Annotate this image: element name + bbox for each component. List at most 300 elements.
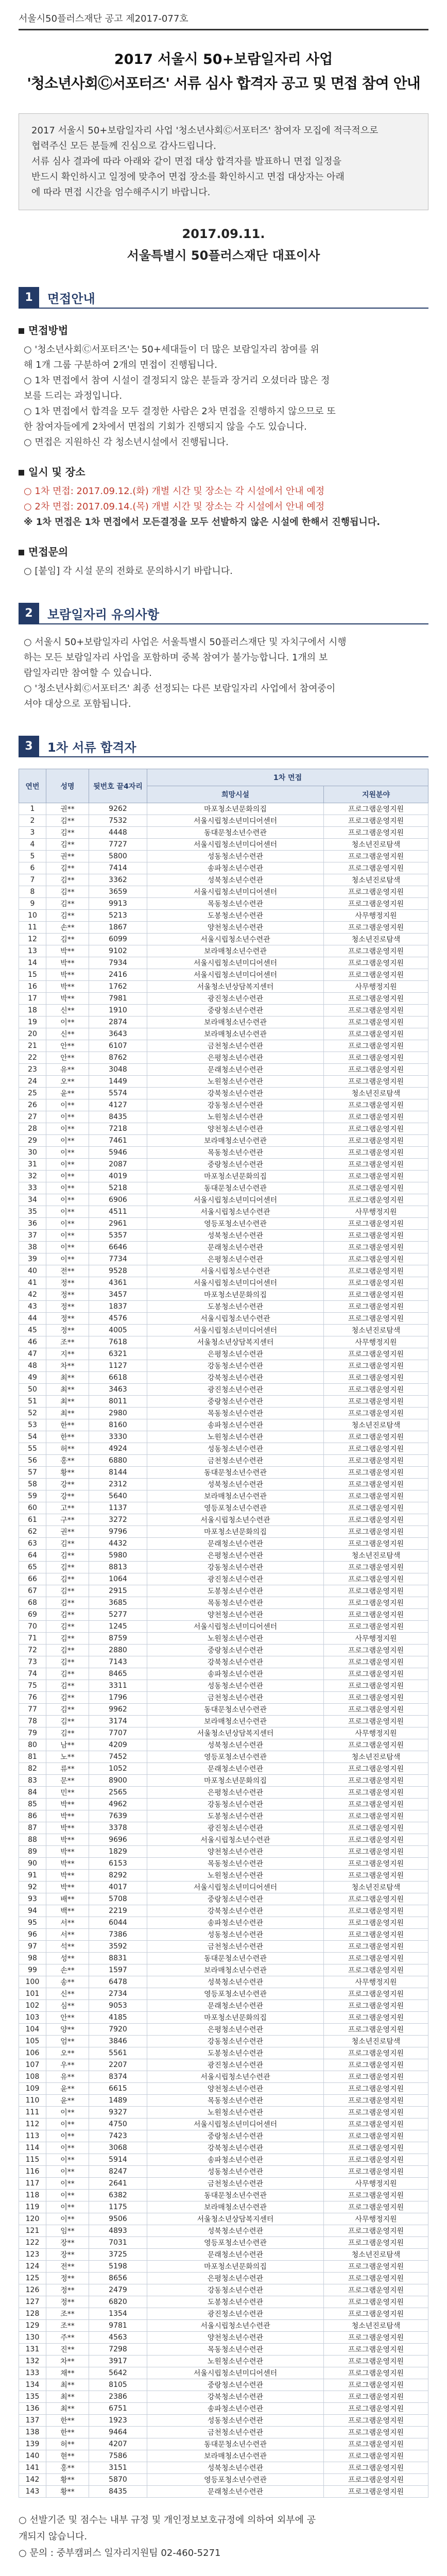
row-id: 8160 — [89, 1419, 147, 1431]
table-row — [19, 2415, 428, 2427]
row-site: 강북청소년수련관 — [147, 1372, 324, 1384]
row-site: 문래청소년수련관 — [147, 1064, 324, 1076]
announcement-number: 서울시50플러스재단 공고 제2017-077호 — [19, 0, 428, 30]
row-no: 88 — [19, 1834, 46, 1846]
row-no: 133 — [19, 2367, 46, 2379]
row-site: 마포청소년문화의집 — [147, 2261, 324, 2273]
row-name: 한** — [46, 2415, 89, 2427]
row-id: 6107 — [89, 1040, 147, 1052]
row-site: 문래청소년수련관 — [147, 2486, 324, 2498]
row-id: 2416 — [89, 969, 147, 981]
row-field: 프로그램운영지원 — [324, 2225, 428, 2237]
row-id: 8105 — [89, 2379, 147, 2391]
row-name: 전** — [46, 1265, 89, 1277]
row-id: 9696 — [89, 1834, 147, 1846]
row-field: 프로그램운영지원 — [324, 2000, 428, 2012]
row-name: 차** — [46, 2355, 89, 2367]
schedule-text — [19, 484, 428, 530]
row-id: 7452 — [89, 1751, 147, 1763]
table-row — [19, 1467, 428, 1479]
table-row — [19, 1028, 428, 1040]
row-site: 도봉청소년수련관 — [147, 1301, 324, 1313]
table-row — [19, 1751, 428, 1763]
row-id: 4005 — [89, 1325, 147, 1336]
text-line: ○ '청소년사회Ⓒ서포터즈'는 50+세대들이 더 많은 보람일자리 참여를 위 — [24, 344, 319, 355]
row-id: 3151 — [89, 2462, 147, 2474]
row-site: 은평청소년수련관 — [147, 1348, 324, 1360]
row-site: 광진청소년수련관 — [147, 1573, 324, 1585]
table-row — [19, 934, 428, 945]
row-field: 청소년진로탐색 — [324, 2036, 428, 2047]
table-row — [19, 1822, 428, 1834]
row-name: 조** — [46, 2320, 89, 2332]
row-field: 프로그램운영지원 — [324, 1076, 428, 1088]
row-site: 노원청소년수련관 — [147, 1111, 324, 1123]
row-field: 프로그램운영지원 — [324, 1052, 428, 1064]
table-row — [19, 2024, 428, 2036]
row-field: 사무행정지원 — [324, 1206, 428, 1218]
row-id: 4207 — [89, 2438, 147, 2450]
row-name: 김** — [46, 827, 89, 839]
row-site: 중랑청소년수련관 — [147, 1396, 324, 1408]
row-no: 13 — [19, 945, 46, 957]
row-site: 성북청소년수련관 — [147, 874, 324, 886]
row-id: 8292 — [89, 1870, 147, 1882]
row-field: 청소년진로탐색 — [324, 1751, 428, 1763]
row-id: 3659 — [89, 886, 147, 898]
text-line: ○ 서울시 50+보람일자리 사업은 서울특별시 50플러스재단 및 자치구에서 시행 — [24, 637, 347, 648]
row-field: 프로그램운영지원 — [324, 1028, 428, 1040]
row-no: 1 — [19, 803, 46, 815]
row-no: 25 — [19, 1088, 46, 1099]
row-id: 3457 — [89, 1289, 147, 1301]
row-no: 4 — [19, 839, 46, 851]
row-field: 프로그램운영지원 — [324, 1467, 428, 1479]
row-no: 134 — [19, 2379, 46, 2391]
row-name: 안** — [46, 1040, 89, 1052]
row-name: 김** — [46, 1656, 89, 1668]
row-site: 목동청소년수련관 — [147, 1408, 324, 1419]
row-name: 최** — [46, 2379, 89, 2391]
row-field: 프로그램운영지원 — [324, 1775, 428, 1787]
row-id: 5357 — [89, 1230, 147, 1242]
row-no: 119 — [19, 2201, 46, 2213]
table-row — [19, 910, 428, 922]
row-id: 3272 — [89, 1514, 147, 1526]
table-row — [19, 1858, 428, 1870]
row-no: 113 — [19, 2130, 46, 2142]
row-id: 7934 — [89, 957, 147, 969]
row-no: 87 — [19, 1822, 46, 1834]
row-field: 프로그램운영지원 — [324, 1431, 428, 1443]
row-site: 도봉청소년수련관 — [147, 2296, 324, 2308]
row-no: 106 — [19, 2047, 46, 2059]
table-row — [19, 1976, 428, 1988]
row-name: 김** — [46, 1609, 89, 1621]
row-name: 김** — [46, 862, 89, 874]
row-name: 서** — [46, 1929, 89, 1941]
row-name: 이** — [46, 1171, 89, 1182]
row-no: 139 — [19, 2438, 46, 2450]
row-no: 110 — [19, 2095, 46, 2107]
row-no: 50 — [19, 1384, 46, 1396]
row-id: 2479 — [89, 2284, 147, 2296]
table-row — [19, 1680, 428, 1692]
row-field: 프로그램운영지원 — [324, 1964, 428, 1976]
row-name: 진** — [46, 2344, 89, 2355]
row-no: 100 — [19, 1976, 46, 1988]
row-id: 9796 — [89, 1526, 147, 1538]
table-row — [19, 2367, 428, 2379]
table-row — [19, 2355, 428, 2367]
row-no: 99 — [19, 1964, 46, 1976]
table-row — [19, 1941, 428, 1953]
table-row — [19, 1502, 428, 1514]
table-row — [19, 2190, 428, 2201]
row-name: 박** — [46, 981, 89, 993]
table-row — [19, 2071, 428, 2083]
row-site: 금천청소년수련관 — [147, 1692, 324, 1704]
table-row — [19, 2261, 428, 2273]
table-row — [19, 2273, 428, 2284]
row-name: 이** — [46, 2213, 89, 2225]
table-row — [19, 2332, 428, 2344]
row-field: 청소년진로탐색 — [324, 874, 428, 886]
row-no: 76 — [19, 1692, 46, 1704]
row-id: 8144 — [89, 1467, 147, 1479]
col-field: 지원분야 — [324, 786, 428, 803]
document-title — [19, 48, 428, 93]
row-name: 박** — [46, 1858, 89, 1870]
table-row — [19, 1171, 428, 1182]
row-field: 프로그램운영지원 — [324, 1301, 428, 1313]
row-site: 서울시립청소년수련관 — [147, 2320, 324, 2332]
row-name: 이** — [46, 1182, 89, 1194]
table-row — [19, 827, 428, 839]
row-no: 127 — [19, 2296, 46, 2308]
row-field: 사무행정지원 — [324, 2213, 428, 2225]
row-no: 121 — [19, 2225, 46, 2237]
row-field: 프로그램운영지원 — [324, 1455, 428, 1467]
table-row — [19, 2379, 428, 2391]
row-id: 3846 — [89, 2036, 147, 2047]
row-id: 9781 — [89, 2320, 147, 2332]
row-site: 영등포청소년수련관 — [147, 2474, 324, 2486]
row-name: 박** — [46, 1882, 89, 1893]
row-no: 60 — [19, 1502, 46, 1514]
row-no: 95 — [19, 1917, 46, 1929]
row-site: 동대문청소년수련관 — [147, 827, 324, 839]
row-site: 서울청소년상담복지센터 — [147, 981, 324, 993]
row-field: 프로그램운영지원 — [324, 862, 428, 874]
row-id: 2087 — [89, 1159, 147, 1171]
row-site: 은평청소년수련관 — [147, 1253, 324, 1265]
row-name: 오** — [46, 1076, 89, 1088]
row-name: 김** — [46, 839, 89, 851]
table-row — [19, 2083, 428, 2095]
row-site: 서울청소년상담복지센터 — [147, 2213, 324, 2225]
row-id: 3068 — [89, 2142, 147, 2154]
row-id: 7920 — [89, 2024, 147, 2036]
row-site: 은평청소년수련관 — [147, 1052, 324, 1064]
row-site: 동대문청소년수련관 — [147, 1182, 324, 1194]
row-no: 132 — [19, 2355, 46, 2367]
row-field: 프로그램운영지원 — [324, 2047, 428, 2059]
row-name: 김** — [46, 1716, 89, 1727]
table-row — [19, 2201, 428, 2213]
row-name: 손** — [46, 922, 89, 934]
table-row — [19, 922, 428, 934]
row-id: 9506 — [89, 2213, 147, 2225]
row-id: 3917 — [89, 2355, 147, 2367]
row-site: 도봉청소년수련관 — [147, 1810, 324, 1822]
row-no: 9 — [19, 898, 46, 910]
row-field: 프로그램운영지원 — [324, 2261, 428, 2273]
table-row — [19, 1727, 428, 1739]
row-site: 보라매청소년수련관 — [147, 2450, 324, 2462]
row-field: 프로그램운영지원 — [324, 1123, 428, 1135]
row-site: 도봉청소년수련관 — [147, 2047, 324, 2059]
row-name: 한** — [46, 1419, 89, 1431]
title-line-2: '청소년사회Ⓒ서포터즈' 서류 심사 합격자 공고 및 면접 참여 안내 — [27, 75, 420, 92]
row-name: 정** — [46, 1325, 89, 1336]
row-id: 8656 — [89, 2273, 147, 2284]
row-field: 청소년진로탐색 — [324, 839, 428, 851]
row-name: 백** — [46, 1905, 89, 1917]
row-no: 53 — [19, 1419, 46, 1431]
table-row — [19, 2178, 428, 2190]
row-name: 이** — [46, 1242, 89, 1253]
row-site: 양천청소년수련관 — [147, 1123, 324, 1135]
row-id: 4432 — [89, 1538, 147, 1550]
row-name: 이** — [46, 2166, 89, 2178]
row-name: 홍** — [46, 2462, 89, 2474]
row-no: 105 — [19, 2036, 46, 2047]
row-site: 성동청소년수련관 — [147, 1680, 324, 1692]
row-site: 서울시립청소년미디어센터 — [147, 2367, 324, 2379]
row-name: 양** — [46, 2024, 89, 2036]
row-name: 김** — [46, 1562, 89, 1573]
row-site: 금천청소년수련관 — [147, 1455, 324, 1467]
row-id: 2207 — [89, 2059, 147, 2071]
row-no: 115 — [19, 2154, 46, 2166]
table-row — [19, 2462, 428, 2474]
row-name: 김** — [46, 1573, 89, 1585]
row-field: 프로그램운영지원 — [324, 2415, 428, 2427]
row-site: 은평청소년수련관 — [147, 2273, 324, 2284]
row-site: 서울청소년상담복지센터 — [147, 1727, 324, 1739]
row-site: 강동청소년수련관 — [147, 1360, 324, 1372]
row-field: 프로그램운영지원 — [324, 886, 428, 898]
row-field: 프로그램운영지원 — [324, 1787, 428, 1799]
table-row — [19, 2237, 428, 2249]
row-no: 118 — [19, 2190, 46, 2201]
table-row — [19, 874, 428, 886]
row-no: 70 — [19, 1621, 46, 1633]
row-field: 청소년진로탐색 — [324, 1088, 428, 1099]
row-id: 3048 — [89, 1064, 147, 1076]
row-site: 송파청소년수련관 — [147, 862, 324, 874]
row-id: 1137 — [89, 1502, 147, 1514]
row-field: 사무행정지원 — [324, 1633, 428, 1645]
row-site: 양천청소년수련관 — [147, 1609, 324, 1621]
row-site: 은평청소년수련관 — [147, 2024, 324, 2036]
table-row — [19, 2486, 428, 2498]
text-line: ○ 선발기준 및 점수는 내부 규정 및 개인정보보호규정에 의하여 외부에 공 — [19, 2515, 316, 2526]
table-row — [19, 2474, 428, 2486]
table-row — [19, 1716, 428, 1727]
row-field: 사무행정지원 — [324, 1976, 428, 1988]
row-site: 양천청소년수련관 — [147, 922, 324, 934]
row-no: 51 — [19, 1396, 46, 1408]
row-id: 2734 — [89, 1988, 147, 2000]
row-id: 6321 — [89, 1348, 147, 1360]
row-site: 목동청소년수련관 — [147, 1597, 324, 1609]
row-field: 프로그램운영지원 — [324, 1834, 428, 1846]
row-name: 최** — [46, 1396, 89, 1408]
table-row — [19, 993, 428, 1005]
row-name: 김** — [46, 886, 89, 898]
row-field: 프로그램운영지원 — [324, 1585, 428, 1597]
row-id: 1354 — [89, 2308, 147, 2320]
row-no: 14 — [19, 957, 46, 969]
col-no: 연번 — [19, 769, 46, 803]
table-row — [19, 2403, 428, 2415]
table-row — [19, 1005, 428, 1016]
table-row — [19, 1182, 428, 1194]
row-no: 89 — [19, 1846, 46, 1858]
row-field: 프로그램운영지원 — [324, 1253, 428, 1265]
row-site: 마포청소년문화의집 — [147, 1171, 324, 1182]
row-id: 4019 — [89, 1171, 147, 1182]
row-id: 4361 — [89, 1277, 147, 1289]
row-no: 24 — [19, 1076, 46, 1088]
row-name: 허** — [46, 1443, 89, 1455]
row-no: 40 — [19, 1265, 46, 1277]
row-field: 프로그램운영지원 — [324, 1692, 428, 1704]
row-field: 프로그램운영지원 — [324, 2273, 428, 2284]
table-row — [19, 1763, 428, 1775]
row-name: 장** — [46, 2237, 89, 2249]
row-site: 서울시립청소년미디어센터 — [147, 1325, 324, 1336]
inquiry-text — [19, 564, 428, 579]
row-site: 성북청소년수련관 — [147, 2462, 324, 2474]
row-id: 1923 — [89, 2415, 147, 2427]
row-field: 프로그램운영지원 — [324, 1265, 428, 1277]
row-field: 프로그램운영지원 — [324, 1479, 428, 1490]
row-id: 8813 — [89, 1562, 147, 1573]
row-field: 프로그램운영지원 — [324, 2355, 428, 2367]
table-row — [19, 1704, 428, 1716]
row-name: 이** — [46, 2201, 89, 2213]
row-id: 1829 — [89, 1846, 147, 1858]
row-site: 광진청소년수련관 — [147, 2059, 324, 2071]
row-no: 116 — [19, 2166, 46, 2178]
row-site: 보라매청소년수련관 — [147, 1964, 324, 1976]
row-name: 성** — [46, 1953, 89, 1964]
row-site: 성북청소년수련관 — [147, 1479, 324, 1490]
row-id: 5213 — [89, 910, 147, 922]
table-row — [19, 2130, 428, 2142]
table-row — [19, 957, 428, 969]
row-field: 프로그램운영지원 — [324, 1005, 428, 1016]
row-site: 성동청소년수련관 — [147, 2415, 324, 2427]
text-line: 반드시 확인하시고 일정에 맞추어 면접 장소를 확인하시고 면접 대상자는 아래 — [31, 172, 345, 182]
row-no: 52 — [19, 1408, 46, 1419]
row-id: 1762 — [89, 981, 147, 993]
row-field: 프로그램운영지원 — [324, 1621, 428, 1633]
row-field: 프로그램운영지원 — [324, 993, 428, 1005]
intro-notice-box — [19, 113, 428, 210]
row-id: 1064 — [89, 1573, 147, 1585]
row-id: 4511 — [89, 1206, 147, 1218]
section-1-header — [19, 287, 428, 309]
row-id: 6880 — [89, 1455, 147, 1467]
closing-notes — [19, 2512, 428, 2562]
row-no: 78 — [19, 1716, 46, 1727]
row-id: 7586 — [89, 2450, 147, 2462]
row-name: 최** — [46, 1408, 89, 1419]
table-row — [19, 1490, 428, 1502]
row-name: 배** — [46, 1893, 89, 1905]
table-row — [19, 803, 428, 815]
row-name: 권** — [46, 803, 89, 815]
row-name: 김** — [46, 1597, 89, 1609]
row-site: 강동청소년수련관 — [147, 2036, 324, 2047]
row-id: 5980 — [89, 1550, 147, 1562]
row-name: 지** — [46, 1348, 89, 1360]
row-site: 성북청소년수련관 — [147, 1230, 324, 1242]
row-id: 8435 — [89, 2486, 147, 2498]
table-row — [19, 1929, 428, 1941]
row-id: 7414 — [89, 862, 147, 874]
table-row — [19, 1088, 428, 1099]
row-name: 강** — [46, 1479, 89, 1490]
row-name: 이** — [46, 2154, 89, 2166]
row-name: 김** — [46, 1550, 89, 1562]
row-no: 8 — [19, 886, 46, 898]
text-line: ○ [붙임] 각 시설 문의 전화로 문의하시기 바랍니다. — [24, 566, 233, 577]
table-row — [19, 2036, 428, 2047]
table-row — [19, 839, 428, 851]
row-site: 영등포청소년수련관 — [147, 1218, 324, 1230]
row-no: 21 — [19, 1040, 46, 1052]
row-name: 김** — [46, 1680, 89, 1692]
row-id: 7727 — [89, 839, 147, 851]
col-interview: 1차 면접 — [147, 769, 428, 786]
table-row — [19, 851, 428, 862]
row-no: 28 — [19, 1123, 46, 1135]
row-site: 서울시립청소년수련관 — [147, 1313, 324, 1325]
row-field: 프로그램운영지원 — [324, 1277, 428, 1289]
row-field: 프로그램운영지원 — [324, 1111, 428, 1123]
row-site: 광진청소년수련관 — [147, 993, 324, 1005]
row-name: 박** — [46, 957, 89, 969]
row-no: 63 — [19, 1538, 46, 1550]
row-id: 7639 — [89, 1810, 147, 1822]
row-id: 9053 — [89, 2000, 147, 2012]
row-site: 노원청소년수련관 — [147, 1870, 324, 1882]
row-site: 서울시립청소년미디어센터 — [147, 1882, 324, 1893]
row-no: 138 — [19, 2427, 46, 2438]
row-site: 문래청소년수련관 — [147, 2000, 324, 2012]
row-site: 서울시립청소년미디어센터 — [147, 1194, 324, 1206]
row-name: 문** — [46, 1775, 89, 1787]
row-no: 47 — [19, 1348, 46, 1360]
row-id: 4448 — [89, 827, 147, 839]
row-name: 채** — [46, 2367, 89, 2379]
row-name: 김** — [46, 910, 89, 922]
